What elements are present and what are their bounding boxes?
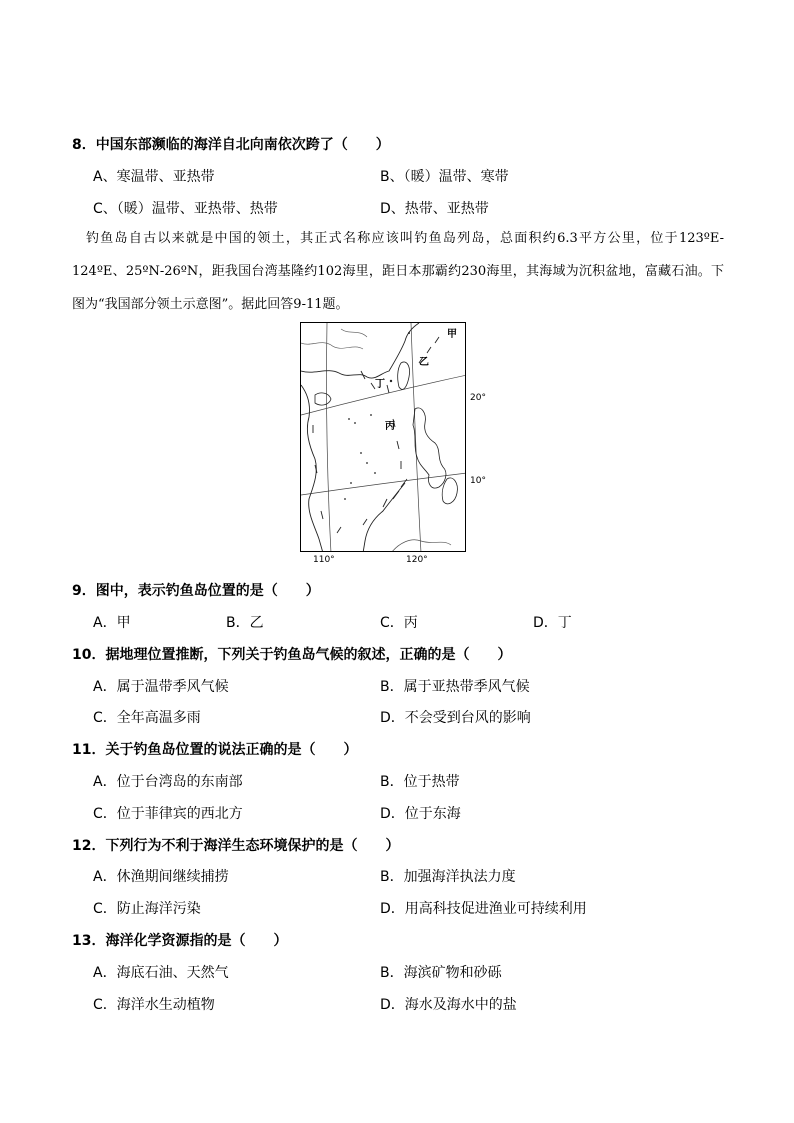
q12-option-c[interactable]: C．防止海洋污染 [93,901,201,917]
q8-option-a[interactable]: A、寒温带、亚热带 [93,169,215,185]
map-drawing [301,323,466,552]
map-label-ding: 丁 [375,379,385,390]
map-label-jia: 甲 [447,329,457,340]
q9-option-b[interactable]: B．乙 [226,615,264,631]
q13-option-b[interactable]: B．海滨矿物和砂砾 [380,965,502,981]
q8-option-c[interactable]: C、（暖）温带、亚热带、热带 [93,201,278,217]
q8-option-b[interactable]: B、（暖）温带、寒带 [380,169,509,185]
q10-option-b[interactable]: B．属于亚热带季风气候 [380,679,530,695]
q9-option-d[interactable]: D．丁 [533,615,572,631]
q11-option-c[interactable]: C．位于菲律宾的西北方 [93,806,243,822]
question-11-stem: 11．关于钓鱼岛位置的说法正确的是（ ） [72,742,358,758]
question-10-stem: 10．据地理位置推断，下列关于钓鱼岛气候的叙述，正确的是（ ） [72,647,512,663]
q13-option-d[interactable]: D．海水及海水中的盐 [380,997,517,1013]
q13-option-a[interactable]: A．海底石油、天然气 [93,965,229,981]
map-lon-110: 110° [313,555,335,565]
q11-option-a[interactable]: A．位于台湾岛的东南部 [93,774,243,790]
question-13-stem: 13．海洋化学资源指的是（ ） [72,933,288,949]
question-12-stem: 12．下列行为不利于海洋生态环境保护的是（ ） [72,838,400,854]
q13-option-c[interactable]: C．海洋水生动植物 [93,997,215,1013]
q10-option-c[interactable]: C．全年高温多雨 [93,710,201,726]
question-8-stem: 8．中国东部濒临的海洋自北向南依次跨了（ ） [72,137,390,153]
map-label-yi: 乙 [419,357,429,368]
q12-option-d[interactable]: D．用高科技促进渔业可持续利用 [380,901,587,917]
q11-option-d[interactable]: D．位于东海 [380,806,461,822]
reading-passage: 钓鱼岛自古以来就是中国的领土，其正式名称应该叫钓鱼岛列岛，总面积约6.3平方公里，位于123ºE-124ºE、25ºN-26ºN，距我国台湾基隆约102海里，距日本那霸约230海里，其海域为沉积盆地，富藏石油。下图为“我国部分领土示意图”。据此回答9-11题。 [72,231,724,312]
q10-option-d[interactable]: D．不会受到台风的影响 [380,710,531,726]
map-lat-10: 10° [470,476,486,486]
q12-option-a[interactable]: A．休渔期间继续捕捞 [93,869,229,885]
q8-option-d[interactable]: D、热带、亚热带 [380,201,489,217]
q10-option-a[interactable]: A．属于温带季风气候 [93,679,229,695]
map-label-bing: 丙 [385,421,395,432]
map-lat-20: 20° [470,393,486,403]
q11-option-b[interactable]: B．位于热带 [380,774,460,790]
question-9-stem: 9．图中，表示钓鱼岛位置的是（ ） [72,583,320,599]
q9-option-a[interactable]: A．甲 [93,615,131,631]
map-lon-120: 120° [406,555,428,565]
q9-option-c[interactable]: C．丙 [380,615,418,631]
q12-option-b[interactable]: B．加强海洋执法力度 [380,869,516,885]
territory-map [300,322,466,552]
